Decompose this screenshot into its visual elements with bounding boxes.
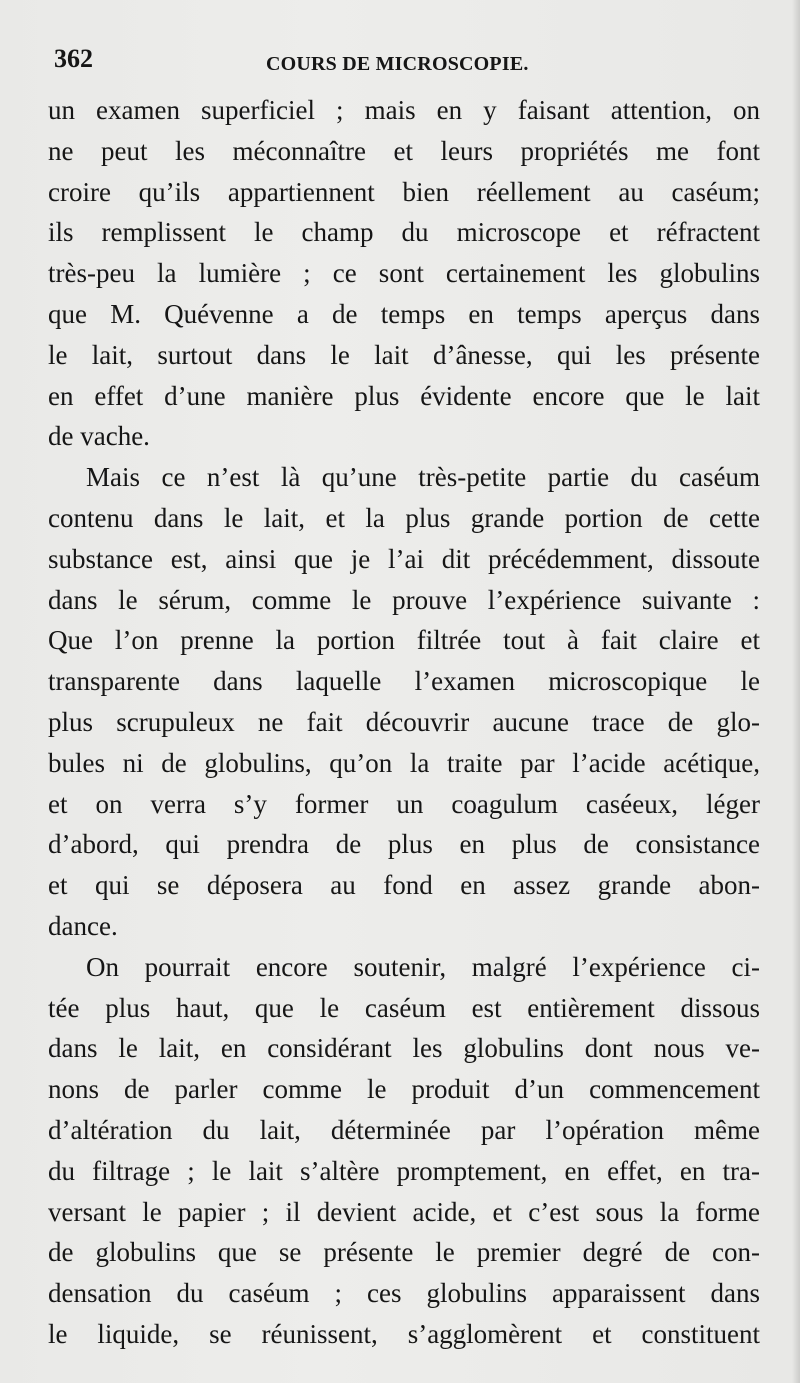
text-line: du filtrage ; le lait s’altère promptement, en effet, en tra-: [48, 1155, 760, 1186]
text-line: le lait, surtout dans le lait d’ânesse, qui les présente: [48, 339, 760, 370]
text-line: versant le papier ; il devient acide, et c’est sous la forme: [48, 1196, 760, 1227]
text-line: en effet d’une manière plus évidente encore que le lait: [48, 380, 760, 411]
text-line: tée plus haut, que le caséum est entièrement dissous: [48, 992, 760, 1023]
text-line: d’altération du lait, déterminée par l’opération même: [48, 1114, 760, 1145]
text-line: et qui se déposera au fond en assez grande abon-: [48, 870, 760, 901]
paragraph-start-line: Mais ce n’est là qu’une très-petite partie du caséum: [86, 462, 760, 493]
text-line: contenu dans le lait, et la plus grande portion de cette: [48, 502, 760, 533]
text-line: transparente dans laquelle l’examen microscopique le: [48, 666, 760, 697]
text-line: et on verra s’y former un coagulum caséeux, léger: [48, 788, 760, 819]
text-line: ils remplissent le champ du microscope et réfractent: [48, 217, 760, 248]
running-title: COURS DE MICROSCOPIE.: [266, 53, 529, 75]
text-line: un examen superficiel ; mais en y faisant attention, on: [48, 95, 760, 125]
page-number: 362: [54, 44, 93, 73]
text-line: très-peu la lumière ; ce sont certainement les globulins: [48, 258, 760, 289]
text-line: dans le sérum, comme le prouve l’expérience suivante :: [48, 584, 760, 615]
text-line: que M. Quévenne a de temps en temps aperçus dans: [48, 298, 760, 329]
text-line: bules ni de globulins, qu’on la traite par l’acide acétique,: [48, 747, 760, 778]
text-line: croire qu’ils appartiennent bien réellement au caséum;: [48, 176, 760, 207]
text-line: nons de parler comme le produit d’un commencement: [48, 1074, 760, 1105]
text-line: d’abord, qui prendra de plus en plus de consistance: [48, 829, 760, 860]
paragraph-start-line: On pourrait encore soutenir, malgré l’expérience ci-: [86, 951, 760, 982]
text-line: dans le lait, en considérant les globulins dont nous ve-: [48, 1033, 760, 1064]
text-line: dance.: [48, 910, 118, 941]
text-line: de vache.: [48, 421, 150, 452]
text-line: densation du caséum ; ces globulins apparaissent dans: [48, 1278, 760, 1309]
text-line: ne peut les méconnaître et leurs propriétés me font: [48, 135, 760, 166]
text-line: substance est, ainsi que je l’ai dit précédemment, dissoute: [48, 543, 760, 574]
text-line: le liquide, se réunissent, s’agglomèrent et constituent: [48, 1318, 760, 1349]
text-line: Que l’on prenne la portion filtrée tout à fait claire et: [48, 625, 760, 656]
text-line: plus scrupuleux ne fait découvrir aucune trace de glo-: [48, 706, 760, 737]
text-line: de globulins que se présente le premier degré de con-: [48, 1237, 760, 1268]
page-header: [50, 40, 760, 80]
body-text: [48, 90, 760, 1355]
